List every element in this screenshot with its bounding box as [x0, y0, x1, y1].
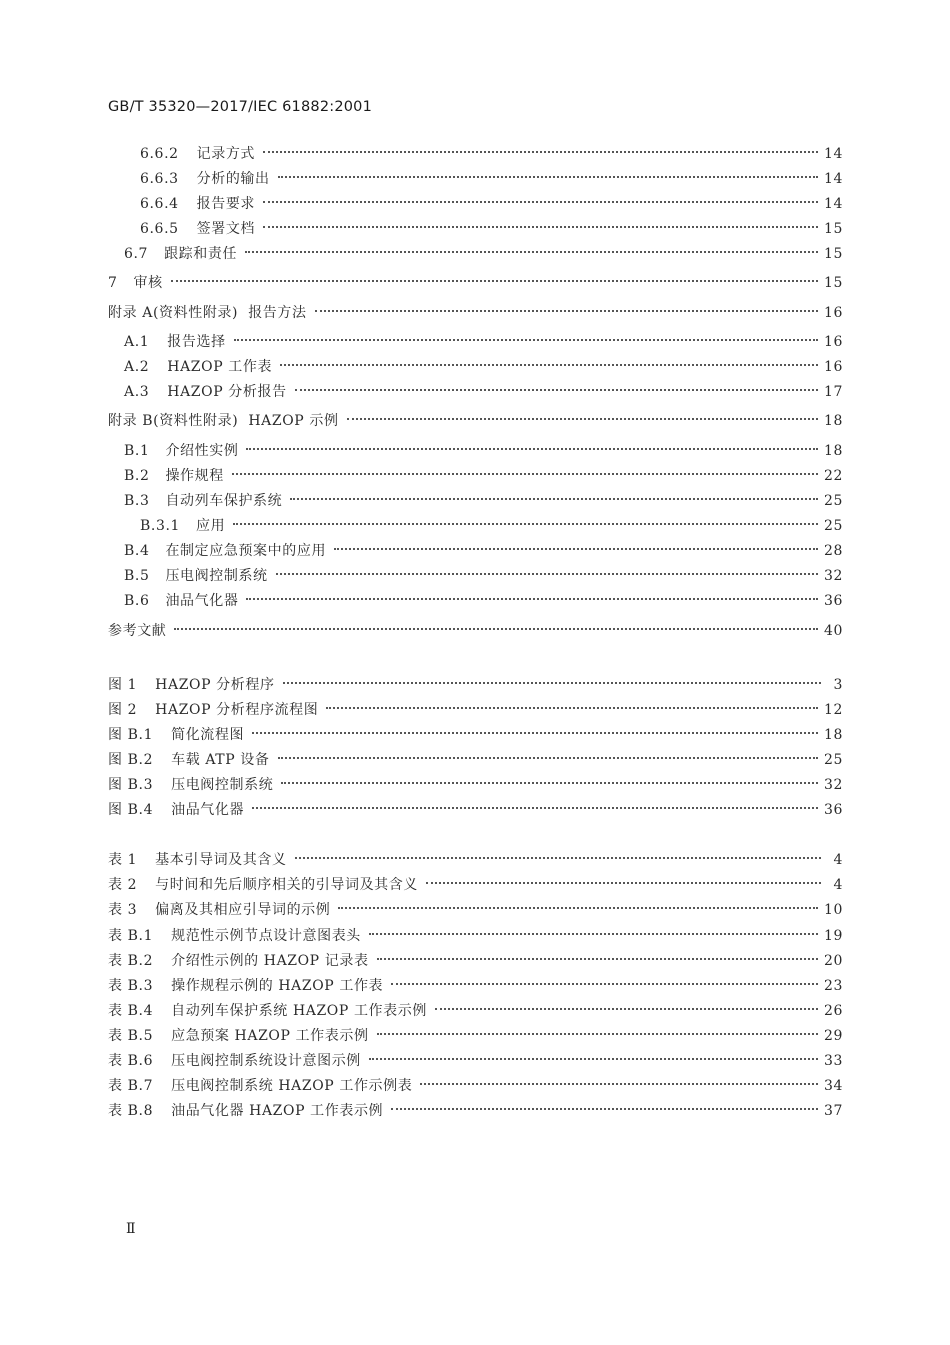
figure-entry-number: 图 B.4: [108, 802, 154, 818]
table-entry-number: 表 B.7: [108, 1078, 154, 1094]
dot-leader: [252, 732, 818, 734]
dot-leader: [174, 628, 818, 630]
toc-entry-page: 14: [823, 196, 843, 212]
dot-leader: [252, 807, 818, 809]
toc-entry-title: 报告要求: [196, 196, 256, 212]
toc-entry-title: 应用: [196, 518, 226, 534]
toc-entry-page: 16: [823, 305, 843, 321]
figure-entry-title: 油品气化器: [171, 802, 245, 818]
toc-entry-title: 审核: [133, 275, 163, 291]
dot-leader: [171, 280, 818, 282]
table-entry-title: 规范性示例节点设计意图表头: [171, 928, 361, 944]
toc-entry-page: 15: [823, 246, 843, 262]
table-entry-number: 表 2: [108, 877, 138, 893]
toc-entry-page: 28: [823, 543, 843, 559]
table-entry-page: 10: [823, 902, 843, 918]
toc-entry-number: A.3: [124, 384, 150, 400]
toc-entry-page: 32: [823, 568, 843, 584]
toc-entry-page: 15: [823, 275, 843, 291]
toc-entry-number: B.4: [124, 543, 150, 559]
toc-entry-title: 报告选择: [167, 334, 226, 350]
toc-entry-number: A.1: [124, 334, 150, 350]
dot-leader: [278, 176, 818, 178]
toc-entry-number: 7: [108, 275, 118, 291]
dot-leader: [338, 907, 818, 909]
toc-entry-number: B.2: [124, 468, 150, 484]
toc-entry-number: 6.7: [124, 246, 149, 262]
toc-entry-title: (资料性附录) HAZOP 示例: [153, 413, 339, 429]
toc-entry-page: 15: [823, 221, 843, 237]
table-entry-title: 油品气化器 HAZOP 工作表示例: [171, 1103, 384, 1119]
table-entry-number: 表 B.8: [108, 1103, 154, 1119]
dot-leader: [435, 1008, 818, 1010]
figure-entry-title: HAZOP 分析程序: [155, 677, 275, 693]
table-entry-page: 20: [823, 953, 843, 969]
toc-entry[interactable]: [124, 490, 843, 512]
toc-entry-title: 参考文献: [108, 623, 167, 639]
toc-entry-number: 附录 B: [108, 413, 154, 429]
table-entry-title: 与时间和先后顺序相关的引导词及其含义: [155, 877, 418, 893]
dot-leader: [369, 1058, 818, 1060]
table-entry-title: 应急预案 HAZOP 工作表示例: [171, 1028, 369, 1044]
toc-entry[interactable]: [140, 193, 843, 215]
figure-entry-page: 32: [823, 777, 843, 793]
table-entry-number: 表 B.1: [108, 928, 154, 944]
dot-leader: [263, 201, 818, 203]
dot-leader: [263, 151, 818, 153]
toc-entry[interactable]: [140, 218, 843, 240]
figure-entry[interactable]: [108, 674, 843, 696]
toc-entry-number: B.1: [124, 443, 150, 459]
table-entry-page: 29: [823, 1028, 843, 1044]
toc-entry-title: 签署文档: [196, 221, 256, 237]
dot-leader: [369, 933, 818, 935]
table-entry[interactable]: [108, 1050, 843, 1072]
toc-entry-page: 14: [823, 171, 843, 187]
figure-entry-page: 18: [823, 727, 843, 743]
toc-entry[interactable]: [108, 410, 843, 432]
table-entry[interactable]: [108, 874, 843, 896]
figure-entry-number: 图 B.1: [108, 727, 154, 743]
toc-entry-number: B.5: [124, 568, 150, 584]
toc-entry-title: 记录方式: [196, 146, 256, 162]
toc-entry[interactable]: [124, 243, 843, 265]
dot-leader: [246, 598, 818, 600]
toc-entry-page: 25: [823, 518, 843, 534]
dot-leader: [281, 782, 818, 784]
table-entry[interactable]: [108, 1025, 843, 1047]
table-entry-number: 表 1: [108, 852, 138, 868]
table-entry-title: 介绍性示例的 HAZOP 记录表: [171, 953, 369, 969]
toc-entry-title: 介绍性实例: [165, 443, 239, 459]
toc-entry[interactable]: [124, 565, 843, 587]
dot-leader: [420, 1083, 818, 1085]
toc-entry-page: 36: [823, 593, 843, 609]
figure-entry-title: 车载 ATP 设备: [171, 752, 270, 768]
table-entry[interactable]: [108, 1000, 843, 1022]
toc-entry[interactable]: [124, 465, 843, 487]
table-entry-title: 自动列车保护系统 HAZOP 工作表示例: [171, 1003, 427, 1019]
table-entry-title: 基本引导词及其含义: [155, 852, 287, 868]
toc-entry-number: 6.6.2: [140, 146, 179, 162]
dot-leader: [245, 251, 818, 253]
table-entry-number: 表 B.3: [108, 978, 154, 994]
toc-entry-number: B.3.1: [140, 518, 181, 534]
dot-leader: [326, 707, 818, 709]
figure-entry-number: 图 B.3: [108, 777, 154, 793]
toc-entry[interactable]: [124, 540, 843, 562]
figure-entry[interactable]: [108, 749, 843, 771]
dot-leader: [295, 857, 821, 859]
table-entry[interactable]: [108, 975, 843, 997]
toc-entry-page: 18: [823, 443, 843, 459]
toc-entry[interactable]: [124, 381, 843, 403]
table-entry-title: 压电阀控制系统设计意图示例: [171, 1053, 361, 1069]
toc-entry-number: 6.6.5: [140, 221, 179, 237]
toc-entry-page: 22: [823, 468, 843, 484]
figure-entry[interactable]: [108, 799, 843, 821]
toc-entry-number: B.6: [124, 593, 150, 609]
toc-entry[interactable]: [140, 515, 843, 537]
dot-leader: [278, 757, 818, 759]
dot-leader: [377, 1033, 818, 1035]
toc-entry-number: 附录 A: [108, 305, 153, 321]
toc-entry-title: 在制定应急预案中的应用: [165, 543, 327, 559]
toc-entry[interactable]: [140, 168, 843, 190]
figure-entry-number: 图 1: [108, 677, 138, 693]
figure-entry-page: 3: [833, 677, 843, 693]
toc-entry-title: 油品气化器: [165, 593, 239, 609]
toc-entry-title: 分析的输出: [196, 171, 270, 187]
dot-leader: [283, 682, 821, 684]
table-entry[interactable]: [108, 925, 843, 947]
table-entry-page: 19: [823, 928, 843, 944]
toc-entry[interactable]: [124, 356, 843, 378]
toc-entry-number: A.2: [124, 359, 150, 375]
toc-entry[interactable]: [108, 620, 843, 642]
figure-entry[interactable]: [108, 699, 843, 721]
figure-entry-number: 图 B.2: [108, 752, 154, 768]
toc-entry-number: B.3: [124, 493, 150, 509]
toc-entry-title: HAZOP 工作表: [167, 359, 273, 375]
table-entry[interactable]: [108, 849, 843, 871]
dot-leader: [391, 983, 818, 985]
dot-leader: [232, 473, 818, 475]
figure-entry-title: 压电阀控制系统: [171, 777, 274, 793]
figure-entry-number: 图 2: [108, 702, 138, 718]
toc-entry-page: 18: [823, 413, 843, 429]
figure-entry-page: 36: [823, 802, 843, 818]
table-entry-number: 表 B.2: [108, 953, 154, 969]
table-entry-number: 表 B.5: [108, 1028, 154, 1044]
table-entry[interactable]: [108, 899, 843, 921]
toc-entry-title: 操作规程: [165, 468, 224, 484]
dot-leader: [377, 958, 818, 960]
toc-entry[interactable]: [108, 302, 843, 324]
dot-leader: [347, 418, 818, 420]
dot-leader: [391, 1108, 818, 1110]
dot-leader: [295, 389, 818, 391]
toc-entry[interactable]: [124, 440, 843, 462]
toc-entry-title: HAZOP 分析报告: [167, 384, 287, 400]
table-entry[interactable]: [108, 1100, 843, 1122]
figure-entry-page: 12: [823, 702, 843, 718]
dot-leader: [280, 364, 818, 366]
toc-entry-number: 6.6.3: [140, 171, 179, 187]
table-entry-title: 压电阀控制系统 HAZOP 工作示例表: [171, 1078, 413, 1094]
dot-leader: [334, 548, 818, 550]
table-entry-number: 表 B.6: [108, 1053, 154, 1069]
dot-leader: [233, 523, 818, 525]
table-entry-page: 4: [833, 852, 843, 868]
toc-entry[interactable]: [108, 272, 843, 294]
toc-entry[interactable]: [124, 331, 843, 353]
table-entry-page: 26: [823, 1003, 843, 1019]
toc-entry[interactable]: [140, 143, 843, 165]
standard-header: GB/T 35320—2017/IEC 61882:2001: [108, 99, 373, 115]
table-entry-page: 34: [823, 1078, 843, 1094]
table-entry-number: 表 B.4: [108, 1003, 154, 1019]
toc-entry-title: (资料性附录) 报告方法: [152, 305, 307, 321]
toc-entry-page: 16: [823, 359, 843, 375]
table-entry-page: 23: [823, 978, 843, 994]
table-entry-title: 操作规程示例的 HAZOP 工作表: [171, 978, 384, 994]
toc-entry-number: 6.6.4: [140, 196, 179, 212]
toc-entry-page: 40: [823, 623, 843, 639]
figure-entry[interactable]: [108, 774, 843, 796]
toc-entry-title: 跟踪和责任: [164, 246, 238, 262]
dot-leader: [246, 448, 818, 450]
toc-entry-title: 压电阀控制系统: [165, 568, 268, 584]
toc-entry[interactable]: [124, 590, 843, 612]
table-entry-number: 表 3: [108, 902, 138, 918]
dot-leader: [263, 226, 818, 228]
toc-entry-page: 14: [823, 146, 843, 162]
figure-entry[interactable]: [108, 724, 843, 746]
figure-entry-title: 简化流程图: [171, 727, 245, 743]
page-number-footer: Ⅱ: [126, 1221, 136, 1237]
dot-leader: [234, 339, 818, 341]
dot-leader: [276, 573, 818, 575]
toc-entry-page: 16: [823, 334, 843, 350]
dot-leader: [290, 498, 818, 500]
dot-leader: [315, 310, 818, 312]
table-entry[interactable]: [108, 950, 843, 972]
figure-entry-page: 25: [823, 752, 843, 768]
toc-entry-page: 25: [823, 493, 843, 509]
table-entry-page: 33: [823, 1053, 843, 1069]
table-entry-page: 4: [833, 877, 843, 893]
toc-entry-title: 自动列车保护系统: [165, 493, 283, 509]
figure-entry-title: HAZOP 分析程序流程图: [155, 702, 319, 718]
toc-entry-page: 17: [823, 384, 843, 400]
table-entry-page: 37: [823, 1103, 843, 1119]
table-entry[interactable]: [108, 1075, 843, 1097]
dot-leader: [426, 882, 821, 884]
table-entry-title: 偏离及其相应引导词的示例: [155, 902, 331, 918]
